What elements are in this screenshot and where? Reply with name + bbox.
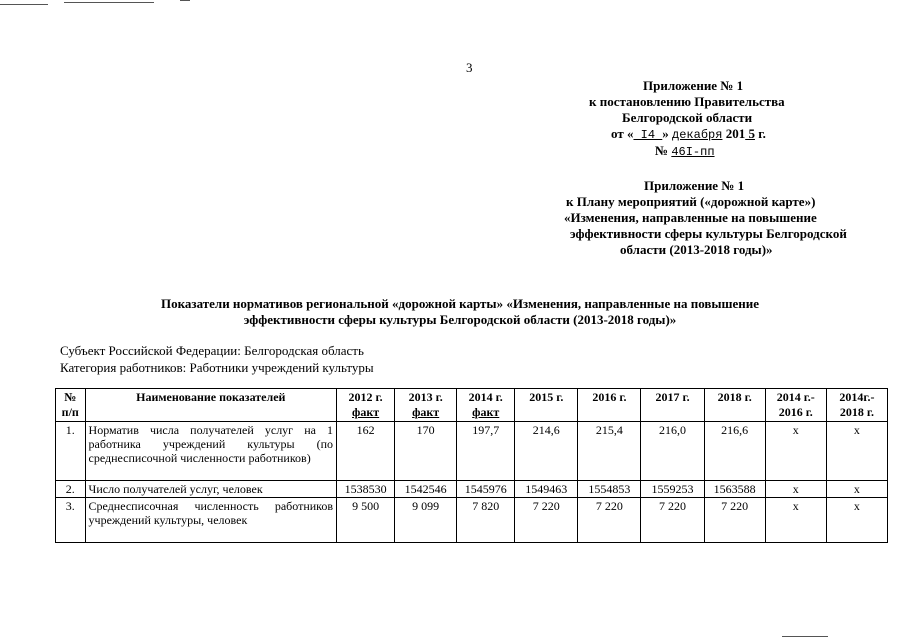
appendix-2-title: Приложение № 1	[644, 178, 745, 193]
appendix-1-line2: к постановлению Правительства	[589, 94, 785, 109]
cell-2014: 197,7	[457, 422, 515, 481]
cell-2018: 1563588	[704, 481, 765, 498]
appendix-resolution	[585, 78, 785, 160]
cell-2013: 170	[395, 422, 457, 481]
row-number: 2.	[56, 481, 86, 498]
date-end: г.	[754, 126, 766, 141]
date-year-prefix: 201	[722, 126, 746, 141]
indicators-table	[55, 388, 888, 543]
category-line: Категория работников: Работники учреждений культуры	[60, 360, 374, 375]
page-number: 3	[466, 60, 473, 75]
appendix-2-line3: «Изменения, направленные на повышение	[564, 210, 817, 225]
cell-2016: 1554853	[578, 481, 641, 498]
date-mid: »	[662, 126, 673, 141]
document-title-line1: Показатели нормативов региональной «дорожной карты» «Изменения, направленные на повышение	[160, 296, 760, 311]
cell-2012: 9 500	[337, 498, 395, 543]
table-row	[56, 498, 888, 543]
cell-2015: 1549463	[515, 481, 578, 498]
scan-mark-bottom-right	[782, 636, 828, 637]
appendix-1-line3: Белгородской области	[622, 110, 753, 125]
appendix-2-line5: области (2013-2018 годы)»	[620, 242, 773, 257]
header-period-2014-2018: 2014г.- 2018 г.	[826, 389, 887, 422]
document-title-line2: эффективности сферы культуры Белгородской области (2013-2018 годы)»	[243, 312, 677, 327]
cell-2012: 162	[337, 422, 395, 481]
cell-2015: 214,6	[515, 422, 578, 481]
appendix-1-number	[585, 143, 785, 160]
cell-2018: 216,6	[704, 422, 765, 481]
cell-2015: 7 220	[515, 498, 578, 543]
cell-period-2014-2016: х	[765, 422, 826, 481]
date-month: декабря	[672, 128, 723, 142]
cell-2018: 7 220	[704, 498, 765, 543]
appendix-1-title: Приложение № 1	[643, 78, 744, 93]
cell-2017: 7 220	[641, 498, 704, 543]
header-2016: 2016 г.	[578, 389, 641, 422]
row-number: 1.	[56, 422, 86, 481]
appendix-plan	[560, 178, 847, 258]
cell-2016: 7 220	[578, 498, 641, 543]
cell-period-2014-2018: х	[826, 422, 887, 481]
scan-mark-top-short	[180, 0, 190, 1]
header-2012: 2012 г. факт	[337, 389, 395, 422]
header-2013: 2013 г. факт	[395, 389, 457, 422]
row-indicator-name: Норматив числа получателей услуг на 1 работника учреждений культуры (по среднесписочной численности работников)	[85, 422, 337, 481]
cell-2013: 9 099	[395, 498, 457, 543]
header-period-2014-2016: 2014 г.- 2016 г.	[765, 389, 826, 422]
table-header-row	[56, 389, 888, 422]
header-num: № п/п	[56, 389, 86, 422]
date-year-suffix: 5	[745, 126, 755, 141]
cell-period-2014-2016: х	[765, 498, 826, 543]
header-2017: 2017 г.	[641, 389, 704, 422]
resolution-number: 46I-пп	[671, 145, 715, 159]
row-number: 3.	[56, 498, 86, 543]
subject-line: Субъект Российской Федерации: Белгородская область	[60, 343, 364, 358]
appendix-2-line2: к Плану мероприятий («дорожной карте»)	[566, 194, 816, 209]
cell-2014: 7 820	[457, 498, 515, 543]
header-2018: 2018 г.	[704, 389, 765, 422]
scan-mark-top-mid	[64, 2, 154, 3]
cell-2014: 1545976	[457, 481, 515, 498]
cell-period-2014-2018: х	[826, 481, 887, 498]
number-prefix: №	[655, 143, 672, 158]
table-row	[56, 422, 888, 481]
cell-2017: 1559253	[641, 481, 704, 498]
header-name: Наименование показателей	[85, 389, 337, 422]
row-indicator-name: Среднесписочная численность работников учреждений культуры, человек	[85, 498, 337, 543]
cell-period-2014-2016: х	[765, 481, 826, 498]
cell-2017: 216,0	[641, 422, 704, 481]
cell-period-2014-2018: х	[826, 498, 887, 543]
date-day: I4	[633, 128, 663, 142]
row-indicator-name: Число получателей услуг, человек	[85, 481, 337, 498]
appendix-1-date	[585, 126, 785, 143]
table-row	[56, 481, 888, 498]
date-prefix: от «	[611, 126, 634, 141]
appendix-2-line4: эффективности сферы культуры Белгородской	[570, 226, 847, 241]
cell-2013: 1542546	[395, 481, 457, 498]
cell-2016: 215,4	[578, 422, 641, 481]
scan-mark-top-left	[0, 4, 48, 5]
document-title	[110, 296, 810, 328]
header-2015: 2015 г.	[515, 389, 578, 422]
cell-2012: 1538530	[337, 481, 395, 498]
header-2014: 2014 г. факт	[457, 389, 515, 422]
